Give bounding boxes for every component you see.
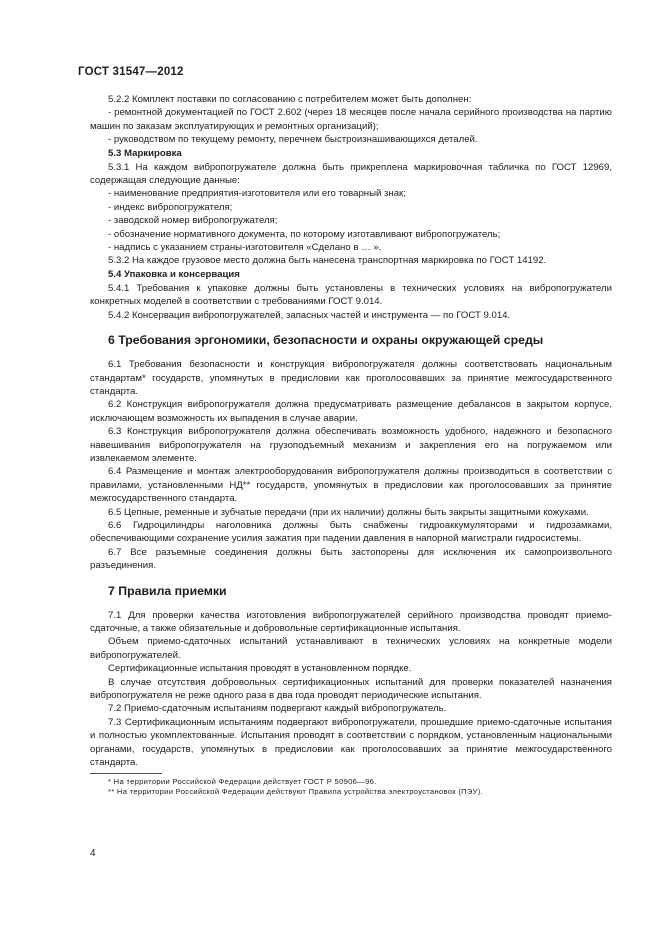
footnote: * На территории Российской Федерации действует ГОСТ Р 50906—96. bbox=[108, 777, 377, 787]
footnote: ** На территории Российской Федерации действуют Правила устройства электроустановок (ПЭУ). bbox=[108, 787, 484, 797]
paragraph: - заводской номер вибропогружателя; bbox=[108, 215, 278, 227]
paragraph: 6.6 Гидроцилиндры наголовника должны быть снабжены гидроаккумуляторами и гидрозамками, обеспечивающими сохранение усилия зажатия при падении давления в напорной магистрали гидросистемы. bbox=[90, 519, 612, 545]
subsection-heading: 5.3 Маркировка bbox=[108, 147, 182, 159]
paragraph: - индекс вибропогружателя; bbox=[108, 201, 233, 213]
section-heading: 6 Требования эргономики, безопасности и охраны окружающей среды bbox=[108, 333, 544, 348]
paragraph: 5.3.2 На каждое грузовое место должна быть нанесена транспортная маркировка по ГОСТ 14192. bbox=[108, 255, 547, 267]
paragraph: 7.3 Сертификационным испытаниям подвергают вибропогружатели, прошедшие приемо-сдаточные испытания и полностью укомплектованные. Испытания проводят в соответствии с порядком, установленным национальными органами, государств, упомянутых в предисловии как проголосовавших за принятие межгосударственного стандарта. bbox=[90, 716, 612, 769]
footnotes bbox=[90, 777, 612, 797]
paragraph: 5.2.2 Комплект поставки по согласованию с потребителем может быть дополнен: bbox=[108, 94, 472, 105]
paragraph: 7.1 Для проверки качества изготовления вибропогружателей серийного производства проводят приемо-сдаточные, а также обязательные и добровольные сертификационные испытания. bbox=[90, 609, 612, 634]
subsection-heading: 5.4 Упаковка и консервация bbox=[108, 268, 240, 280]
paragraph: - руководством по текущему ремонту, перечнем быстроизнашивающихся деталей. bbox=[108, 134, 478, 146]
paragraph: 7.2 Приемо-сдаточным испытаниям подвергают каждый вибропогружатель. bbox=[108, 703, 447, 715]
paragraph: - ремонтной документацией по ГОСТ 2.602 (через 18 месяцев после начала серийного производства на партию машин по заказам эксплуатирующих и ремонтных организаций); bbox=[90, 107, 612, 132]
page-number: 4 bbox=[90, 848, 96, 859]
paragraph: 5.4.1 Требования к упаковке должны быть установлены в технических условиях на вибропогружатели конкретных моделей в соответствии с требованиями ГОСТ 9.014. bbox=[90, 282, 612, 308]
paragraph: 5.4.2 Консервация вибропогружателей, запасных частей и инструмента — по ГОСТ 9.014. bbox=[108, 309, 511, 321]
paragraph: Объем приемо-сдаточных испытаний устанавливают в технических условиях на конкретные модели вибропогружателей. bbox=[90, 636, 612, 661]
document-body bbox=[90, 93, 612, 797]
paragraph: 6.7 Все разъемные соединения должны быть застопорены для исключения их самопроизвольного разъединения. bbox=[90, 546, 612, 572]
footnote-separator bbox=[90, 773, 162, 774]
paragraph: Сертификационные испытания проводят в установленном порядке. bbox=[108, 663, 412, 675]
paragraph: - наименование предприятия-изготовителя или его товарный знак; bbox=[108, 188, 406, 200]
paragraph: 6.3 Конструкция вибропогружателя должна обеспечивать возможность удобного, надежного и безопасного навешивания вибропогружателя на грузоподъемный механизм и закрепления его на погружаемом или извлекаемом элементе. bbox=[90, 426, 612, 464]
paragraph: 6.4 Размещение и монтаж электрооборудования вибропогружателя должны производиться в соответствии с правилами, установленными НД** государств, упомянутых в предисловии как проголосовавших за принятие межгосударственного стандарта. bbox=[90, 466, 612, 505]
section-heading: 7 Правила приемки bbox=[108, 583, 227, 598]
paragraph: 5.3.1 На каждом вибропогружателе должна быть прикреплена маркировочная табличка по ГОСТ 12969, содержащая следующие данные: bbox=[90, 161, 612, 187]
text-blocks bbox=[90, 93, 612, 769]
paragraph: - обозначение нормативного документа, по которому изготавливают вибропогружатель; bbox=[108, 228, 501, 240]
page-header: ГОСТ 31547—2012 bbox=[78, 66, 184, 78]
paragraph: 6.2 Конструкция вибропогружателя должна предусматривать размещение дебалансов в закрытом корпусе, исключающем возможность их выпадения в случае аварии. bbox=[90, 399, 612, 424]
paragraph: 6.1 Требования безопасности и конструкция вибропогружателя должны соответствовать национальным стандартам* государств, упомянутых в предисловии как проголосовавших за принятие межгосударственного стандарта. bbox=[90, 359, 612, 397]
paragraph: - надпись с указанием страны-изготовителя «Сделано в … ». bbox=[108, 242, 382, 254]
paragraph: В случае отсутствия добровольных сертификационных испытаний для проверки показателей назначения вибропогружателя не реже одного раза в два года проводят периодические испытания. bbox=[90, 676, 612, 702]
paragraph: 6.5 Цепные, ременные и зубчатые передачи (при их наличии) должны быть закрыты защитными кожухами. bbox=[108, 506, 589, 518]
